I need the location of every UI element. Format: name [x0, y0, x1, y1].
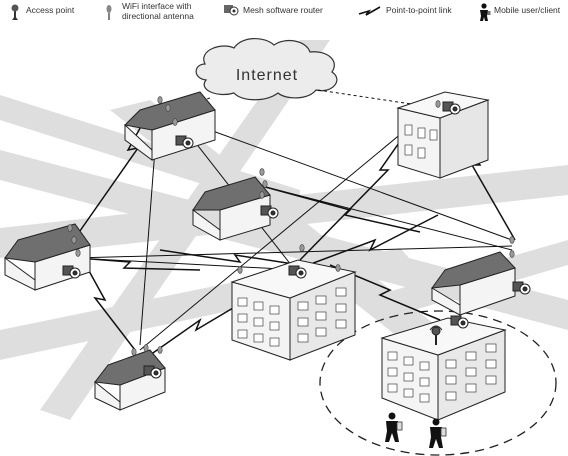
internet-label: Internet	[235, 67, 299, 84]
mobile-user-1	[385, 413, 402, 443]
mobile-user-icon	[478, 2, 492, 22]
legend-wifi-label-2: directional antenna	[122, 11, 194, 21]
mobile-user-2	[429, 419, 446, 449]
legend-wifi-label-1: WiFi interface with	[122, 1, 192, 11]
directional-antenna-icon	[104, 2, 116, 24]
building-top-right	[398, 92, 488, 178]
access-point-icon	[10, 2, 22, 24]
mesh-router-icon	[223, 2, 239, 18]
legend	[0, 0, 568, 30]
mesh-network-diagram	[0, 30, 568, 456]
legend-mobile-user-label: Mobile user/client	[494, 5, 561, 15]
legend-access-point-label: Access point	[26, 5, 75, 15]
legend-p2p-label: Point-to-point link	[386, 5, 452, 15]
legend-mesh-router-label: Mesh software router	[243, 5, 323, 15]
lightning-link-icon	[358, 2, 382, 20]
